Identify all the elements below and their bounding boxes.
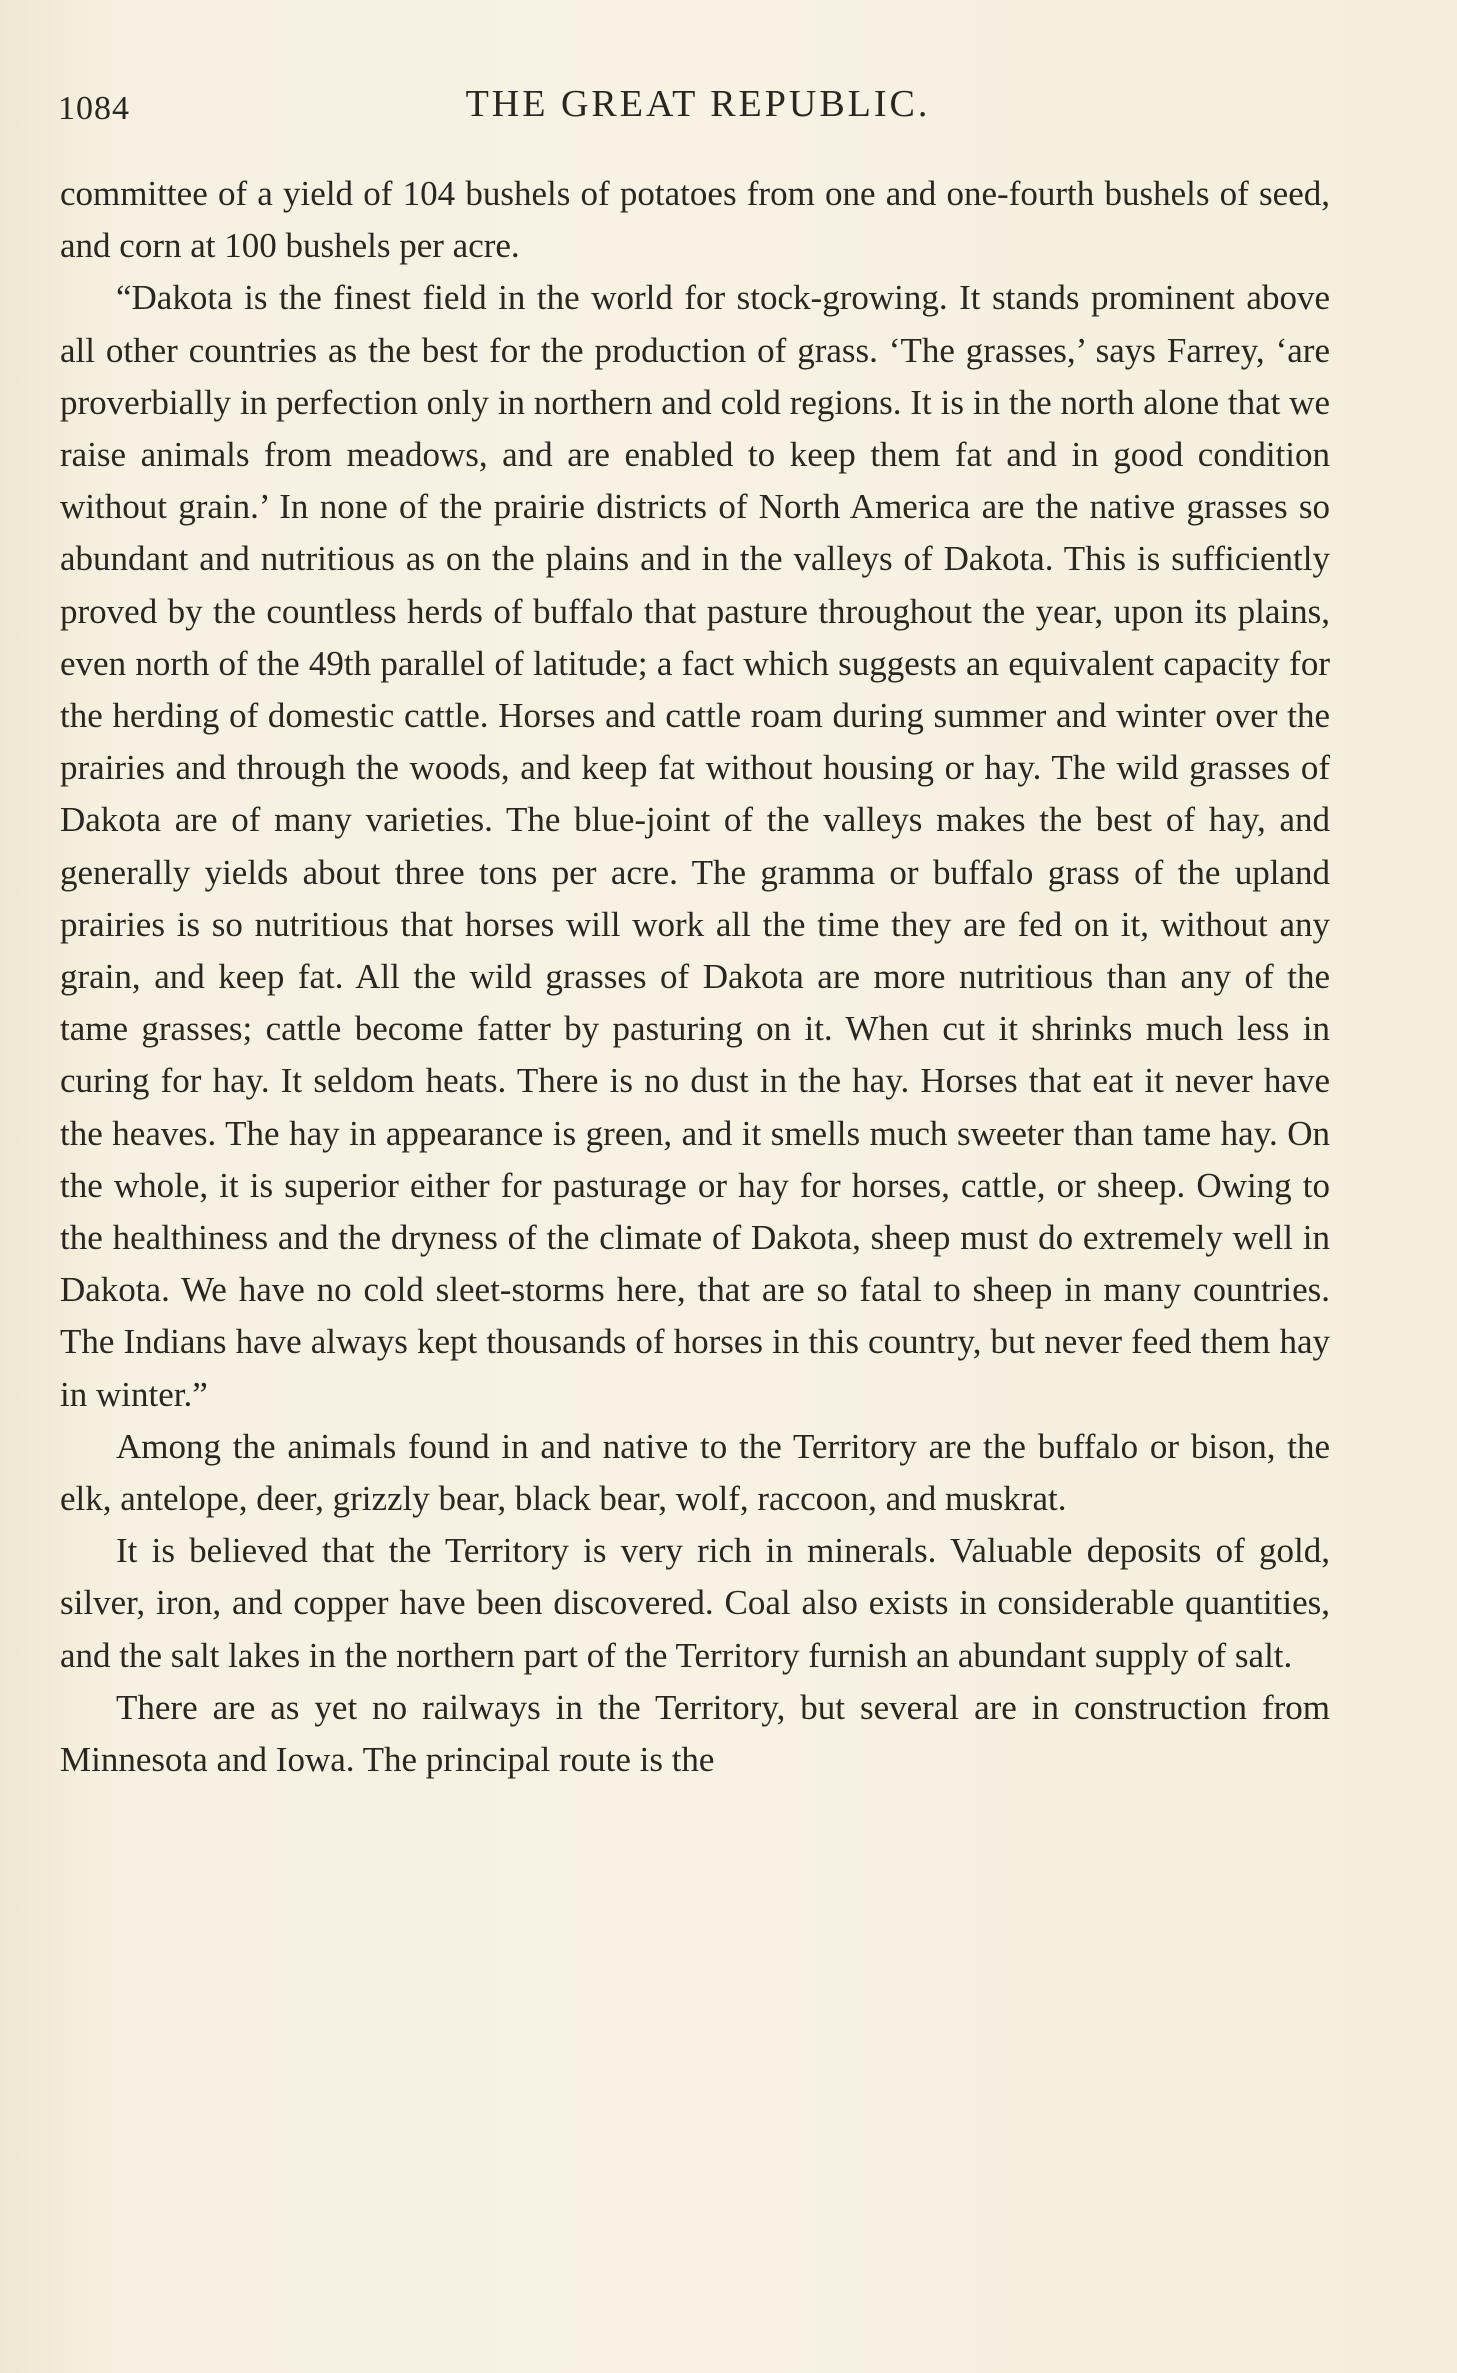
paragraph-railways: There are as yet no railways in the Territory, but several are in construction from Minnesota and Iowa. The principal route is the — [60, 1687, 1330, 1780]
paragraph-continued: committee of a yield of 104 bushels of potatoes from one and one-fourth bushels of seed, and corn at 100 bushels per acre. — [60, 174, 1330, 266]
running-head: THE GREAT REPUBLIC. — [465, 83, 931, 125]
paragraph-quote: “Dakota is the finest field in the world for stock-growing. It stands prominent above all other countries as the best for the production of grass. ‘The grasses,’ says Farrey, ‘are proverbially in perfection only in northern and cold regions. It is in the north alone that we raise animals from meadows, and are enabled to keep them fat and in good condition without grain.’ In none of the prairie districts of North America are the native grasses so abundant and nutritious as on the plains and in the valleys of Dakota. This is sufficiently proved by the countless herds of buffalo that pasture throughout the year, upon its plains, even north of the 49th parallel of latitude; a fact which suggests an equivalent capacity for the herding of domestic cattle. Horses and cattle roam during summer and winter over the prairies and through the woods, and keep fat without housing or hay. The wild grasses of Dakota are of many varieties. The blue-joint of the valleys makes the best of hay, and generally yields about three tons per acre. The gramma or buffalo grass of the upland prairies is so nutritious that horses will work all the time they are fed on it, without any grain, and keep fat. All the wild grasses of Dakota are more nutritious than any of the tame grasses; cattle become fatter by pasturing on it. When cut it shrinks much less in curing for hay. It seldom heats. There is no dust in the hay. Horses that eat it never have the heaves. The hay in appearance is green, and it smells much sweeter than tame hay. On the whole, it is superior either for pasturage or hay for horses, cattle, or sheep. Owing to the healthiness and the dryness of the climate of Dakota, sheep must do extremely well in Dakota. We have no cold sleet-storms here, that are so fatal to sheep in many countries. The Indians have always kept thousands of horses in this country, but never feed them hay in winter.” — [60, 278, 1330, 1414]
paragraph-minerals: It is believed that the Territory is very rich in minerals. Valuable deposits of gold, silver, iron, and copper have been discovered. Coal also exists in considerable quantities, and the salt lakes in the northern part of the Territory furnish an abundant supply of salt. — [60, 1531, 1330, 1675]
body-text — [60, 168, 1330, 1786]
paragraph-animals: Among the animals found in and native to the Territory are the buffalo or bison, the elk, antelope, deer, grizzly bear, black bear, wolf, raccoon, and muskrat. — [60, 1426, 1330, 1519]
page-header — [58, 82, 1338, 132]
page-number: 1084 — [58, 90, 130, 127]
